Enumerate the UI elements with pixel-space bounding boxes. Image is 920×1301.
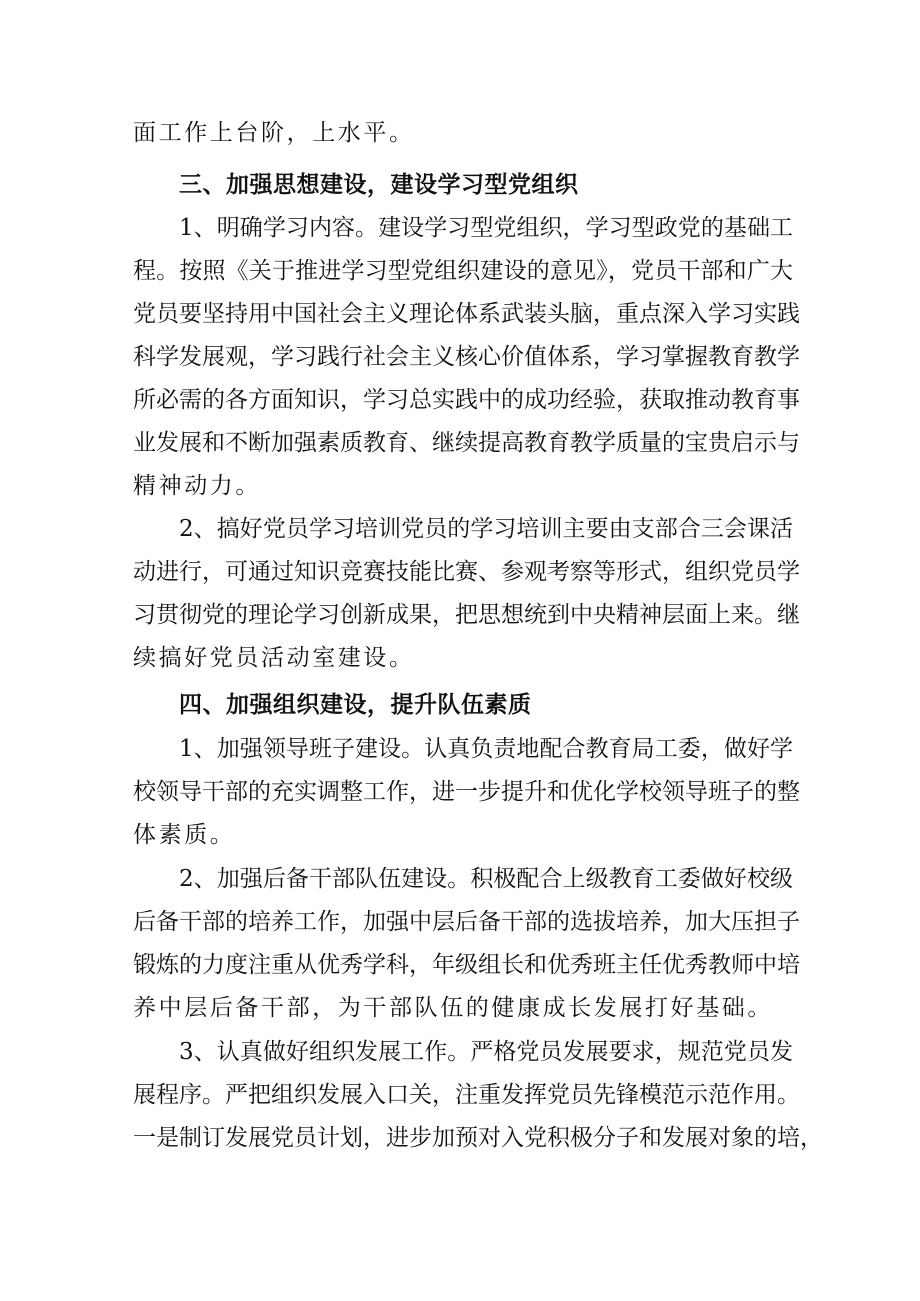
paragraph-line: 业发展和不断加强素质教育、继续提高教育教学质量的宝贵启示与 (133, 430, 800, 456)
paragraph-line: 2、加强后备干部队伍建设。积极配合上级教育工委做好校级 (179, 866, 793, 892)
paragraph-line: 1、加强领导班子建设。认真负责地配合教育局工委，做好学 (179, 736, 793, 762)
paragraph-line: 1、明确学习内容。建设学习型党组织，学习型政党的基础工 (179, 215, 793, 241)
section-heading-4: 四、加强组织建设，提升队伍素质 (179, 692, 532, 718)
paragraph-line: 锻炼的力度注重从优秀学科，年级组长和优秀班主任优秀教师中培 (133, 952, 800, 978)
paragraph-line: 精神动力。 (133, 473, 261, 499)
paragraph-line: 一是制订发展党员计划，进步加预对入党积极分子和发展对象的培， (133, 1125, 823, 1151)
paragraph-line: 体素质。 (133, 822, 236, 848)
paragraph-line: 科学发展观，学习践行社会主义核心价值体系，学习掌握教育教学 (133, 344, 800, 370)
paragraph-line: 3、认真做好组织发展工作。严格党员发展要求，规范党员发 (179, 1039, 793, 1065)
paragraph-line: 所必需的各方面知识，学习总实践中的成功经验，获取推动教育事 (133, 387, 800, 413)
paragraph-line: 养中层后备干部，为干部队伍的健康成长发展打好基础。 (133, 995, 773, 1021)
paragraph-line: 续搞好党员活动室建设。 (133, 645, 415, 671)
paragraph-line: 展程序。严把组织发展入口关，注重发挥党员先锋模范示范作用。 (133, 1082, 800, 1108)
paragraph-line: 面工作上台阶，上水平。 (133, 120, 415, 146)
paragraph-line: 2、搞好党员学习培训党员的学习培训主要由支部合三会课活 (179, 516, 793, 542)
paragraph-line: 程。按照《关于推进学习型党组织建设的意见》，党员干部和广大 (133, 258, 793, 284)
paragraph-line: 习贯彻党的理论学习创新成果，把思想统到中央精神层面上来。继 (133, 602, 800, 628)
paragraph-line: 后备干部的培养工作，加强中层后备干部的选拔培养，加大压担子 (133, 909, 800, 935)
paragraph-line: 党员要坚持用中国社会主义理论体系武装头脑，重点深入学习实践 (133, 301, 800, 327)
section-heading-3: 三、加强思想建设，建设学习型党组织 (179, 172, 579, 198)
paragraph-line: 校领导干部的充实调整工作，进一步提升和优化学校领导班子的整 (133, 779, 800, 805)
paragraph-line: 动进行，可通过知识竞赛技能比赛、参观考察等形式，组织党员学 (133, 559, 800, 585)
